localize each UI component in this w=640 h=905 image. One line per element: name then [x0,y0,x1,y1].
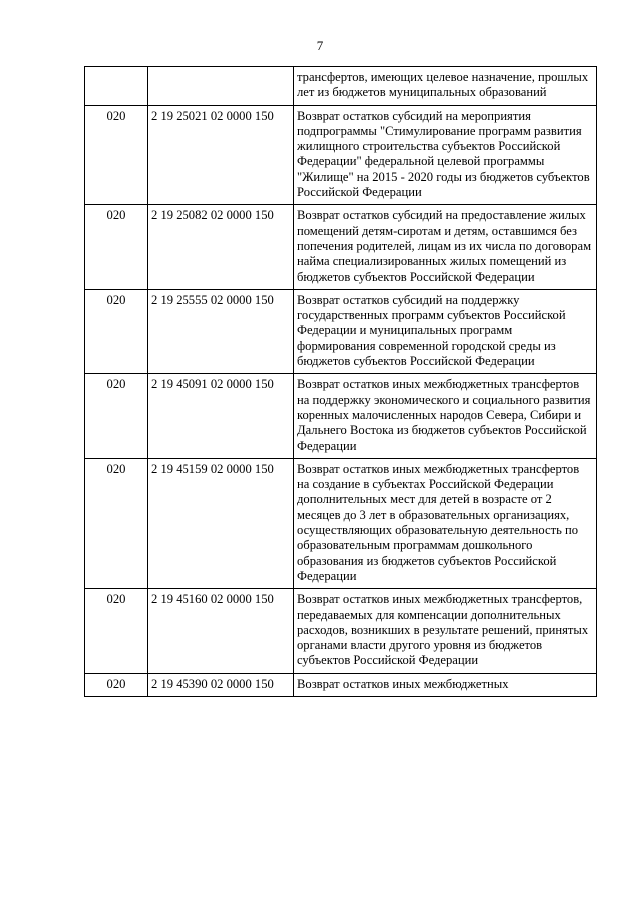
admin-code-cell: 020 [85,289,148,373]
admin-code-cell: 020 [85,458,148,588]
budget-classification-code-cell: 2 19 25021 02 0000 150 [148,105,294,205]
table-row [85,205,597,289]
budget-classification-code-cell [148,67,294,106]
budget-classification-code-cell: 2 19 45160 02 0000 150 [148,589,294,673]
admin-code-cell: 020 [85,673,148,696]
table-row [85,67,597,106]
budget-codes-table [84,66,597,697]
revenue-name-cell: Возврат остатков иных межбюджетных трансфертов, передаваемых для компенсации дополнительных расходов, возникших в результате решений, принятых органами власти другого уровня из бюджетов субъектов Российской Федерации [294,589,597,673]
admin-code-cell [85,67,148,106]
budget-classification-code-cell: 2 19 45159 02 0000 150 [148,458,294,588]
table-row [85,589,597,673]
table-row [85,105,597,205]
revenue-name-cell: Возврат остатков иных межбюджетных [294,673,597,696]
revenue-name-cell: Возврат остатков иных межбюджетных трансфертов на создание в субъектах Российской Федерации дополнительных мест для детей в возрасте от 2 месяцев до 3 лет в образовательных организациях, осуществляющих образовательную деятельность по образовательным программам дошкольного образования из бюджетов субъектов Российской Федерации [294,458,597,588]
budget-classification-code-cell: 2 19 45390 02 0000 150 [148,673,294,696]
table-row [85,374,597,458]
budget-classification-code-cell: 2 19 25082 02 0000 150 [148,205,294,289]
revenue-name-cell: Возврат остатков субсидий на предоставление жилых помещений детям-сиротам и детям, оставшимся без попечения родителей, лицам из их числа по договорам найма специализированных жилых помещений из бюджетов субъектов Российской Федерации [294,205,597,289]
admin-code-cell: 020 [85,374,148,458]
table-row [85,289,597,373]
table-row [85,458,597,588]
budget-classification-code-cell: 2 19 45091 02 0000 150 [148,374,294,458]
revenue-name-cell: Возврат остатков субсидий на мероприятия подпрограммы "Стимулирование программ развития жилищного строительства субъектов Российской Федерации" федеральной целевой программы "Жилище" на 2015 - 2020 годы из бюджетов субъектов Российской Федерации [294,105,597,205]
page-number: 7 [316,38,324,53]
budget-classification-code-cell: 2 19 25555 02 0000 150 [148,289,294,373]
admin-code-cell: 020 [85,205,148,289]
admin-code-cell: 020 [85,589,148,673]
revenue-name-cell: трансфертов, имеющих целевое назначение, прошлых лет из бюджетов муниципальных образований [294,67,597,106]
revenue-name-cell: Возврат остатков иных межбюджетных трансфертов на поддержку экономического и социального развития коренных малочисленных народов Севера, Сибири и Дальнего Востока из бюджетов субъектов Российской Федерации [294,374,597,458]
table-row [85,673,597,696]
revenue-name-cell: Возврат остатков субсидий на поддержку государственных программ субъектов Российской Федерации и муниципальных программ формирования современной городской среды из бюджетов субъектов Российской Федерации [294,289,597,373]
admin-code-cell: 020 [85,105,148,205]
table-body [85,67,597,697]
